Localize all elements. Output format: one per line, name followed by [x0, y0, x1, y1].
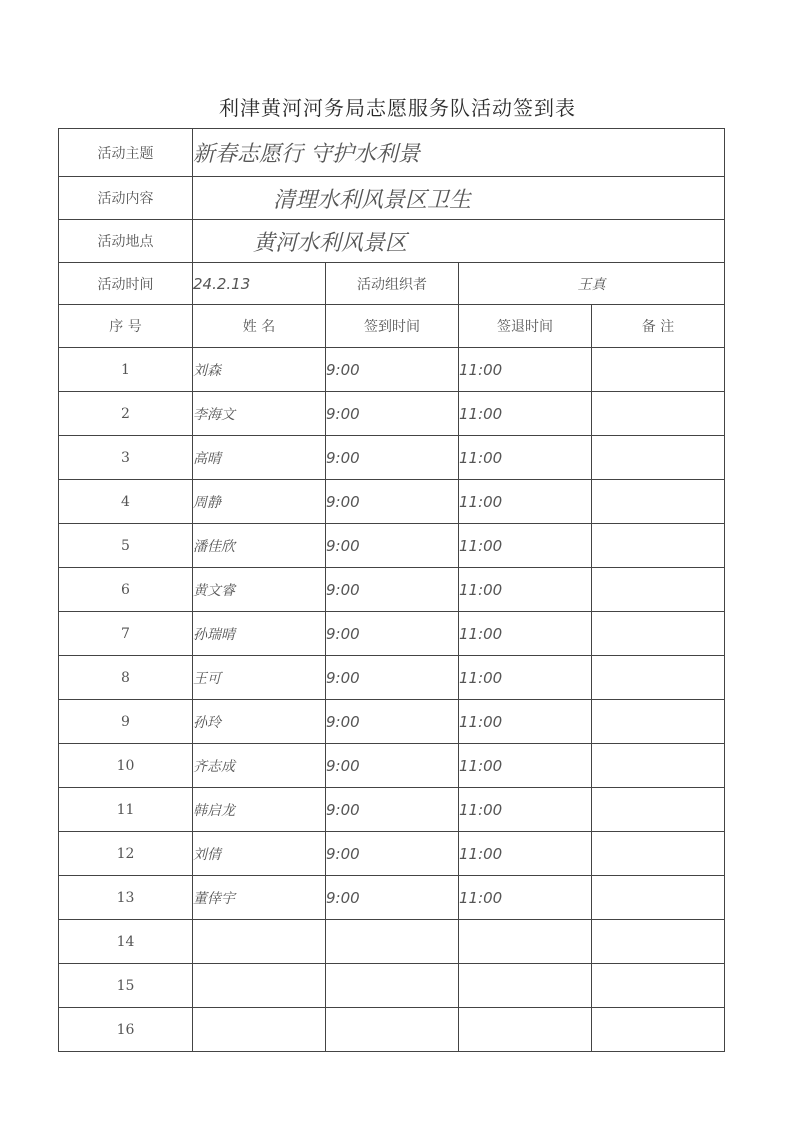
time-value: 24.2.13	[193, 263, 326, 305]
theme-value: 新春志愿行 守护水利景	[193, 129, 725, 177]
row-sign-in: 9:00	[326, 656, 459, 700]
row-sign-out: 11:00	[459, 568, 592, 612]
row-sign-out: 11:00	[459, 480, 592, 524]
content-row	[59, 177, 725, 220]
time-row	[59, 263, 725, 305]
row-number: 13	[59, 876, 193, 920]
column-header-name: 姓 名	[193, 305, 326, 348]
table-row	[59, 788, 725, 832]
row-sign-out: 11:00	[459, 392, 592, 436]
time-label: 活动时间	[59, 263, 193, 305]
row-sign-out: 11:00	[459, 656, 592, 700]
row-sign-out: 11:00	[459, 700, 592, 744]
row-number: 7	[59, 612, 193, 656]
table-row	[59, 568, 725, 612]
row-sign-in	[326, 964, 459, 1008]
row-number: 2	[59, 392, 193, 436]
row-name: 周静	[193, 480, 326, 524]
row-sign-in: 9:00	[326, 832, 459, 876]
row-note	[592, 612, 725, 656]
row-note	[592, 1008, 725, 1052]
table-row	[59, 612, 725, 656]
organizer-label: 活动组织者	[326, 263, 459, 305]
row-name: 王可	[193, 656, 326, 700]
table-row	[59, 656, 725, 700]
row-sign-in: 9:00	[326, 876, 459, 920]
row-name: 黄文睿	[193, 568, 326, 612]
location-value: 黄河水利风景区	[193, 220, 725, 263]
row-sign-out: 11:00	[459, 832, 592, 876]
row-name	[193, 920, 326, 964]
content-value: 清理水利风景区卫生	[193, 177, 725, 220]
row-note	[592, 788, 725, 832]
row-note	[592, 436, 725, 480]
row-number: 11	[59, 788, 193, 832]
row-note	[592, 480, 725, 524]
row-number: 5	[59, 524, 193, 568]
row-name: 孙玲	[193, 700, 326, 744]
row-note	[592, 832, 725, 876]
table-row	[59, 920, 725, 964]
sign-in-table	[58, 128, 725, 1052]
row-sign-in: 9:00	[326, 744, 459, 788]
row-sign-in	[326, 920, 459, 964]
row-name: 刘倩	[193, 832, 326, 876]
table-row	[59, 744, 725, 788]
row-number: 8	[59, 656, 193, 700]
row-name: 孙瑞晴	[193, 612, 326, 656]
page-title: 利津黄河河务局志愿服务队活动签到表	[219, 96, 576, 120]
row-name: 刘森	[193, 348, 326, 392]
row-note	[592, 568, 725, 612]
row-name: 潘佳欣	[193, 524, 326, 568]
row-note	[592, 744, 725, 788]
row-sign-in: 9:00	[326, 788, 459, 832]
row-sign-in: 9:00	[326, 612, 459, 656]
row-sign-in: 9:00	[326, 700, 459, 744]
row-sign-out: 11:00	[459, 744, 592, 788]
row-sign-out: 11:00	[459, 436, 592, 480]
row-sign-out	[459, 1008, 592, 1052]
row-sign-in	[326, 1008, 459, 1052]
row-sign-in: 9:00	[326, 480, 459, 524]
location-label: 活动地点	[59, 220, 193, 263]
table-row	[59, 1008, 725, 1052]
row-name: 高晴	[193, 436, 326, 480]
table-row	[59, 348, 725, 392]
column-header-sign-out: 签退时间	[459, 305, 592, 348]
row-sign-in: 9:00	[326, 568, 459, 612]
row-note	[592, 700, 725, 744]
row-sign-out: 11:00	[459, 348, 592, 392]
row-note	[592, 392, 725, 436]
row-note	[592, 348, 725, 392]
row-number: 6	[59, 568, 193, 612]
table-row	[59, 700, 725, 744]
column-header-row	[59, 305, 725, 348]
table-row	[59, 436, 725, 480]
row-number: 14	[59, 920, 193, 964]
row-sign-out	[459, 920, 592, 964]
column-header-note: 备 注	[592, 305, 725, 348]
row-number: 4	[59, 480, 193, 524]
row-number: 16	[59, 1008, 193, 1052]
table-row	[59, 876, 725, 920]
row-name	[193, 1008, 326, 1052]
row-number: 1	[59, 348, 193, 392]
row-number: 10	[59, 744, 193, 788]
row-note	[592, 876, 725, 920]
organizer-value: 王真	[459, 263, 725, 305]
table-row	[59, 964, 725, 1008]
row-sign-in: 9:00	[326, 436, 459, 480]
content-label: 活动内容	[59, 177, 193, 220]
row-name: 董倖宇	[193, 876, 326, 920]
table-row	[59, 392, 725, 436]
table-row	[59, 524, 725, 568]
table-row	[59, 832, 725, 876]
theme-row	[59, 129, 725, 177]
row-number: 12	[59, 832, 193, 876]
column-header-sign-in: 签到时间	[326, 305, 459, 348]
row-name: 齐志成	[193, 744, 326, 788]
row-name: 韩启龙	[193, 788, 326, 832]
row-sign-out: 11:00	[459, 612, 592, 656]
row-note	[592, 964, 725, 1008]
table-row	[59, 480, 725, 524]
row-sign-out	[459, 964, 592, 1008]
row-note	[592, 920, 725, 964]
row-sign-out: 11:00	[459, 524, 592, 568]
row-number: 3	[59, 436, 193, 480]
column-header-no: 序 号	[59, 305, 193, 348]
row-sign-out: 11:00	[459, 876, 592, 920]
row-sign-in: 9:00	[326, 348, 459, 392]
row-note	[592, 656, 725, 700]
row-sign-in: 9:00	[326, 392, 459, 436]
row-number: 9	[59, 700, 193, 744]
row-note	[592, 524, 725, 568]
row-name	[193, 964, 326, 1008]
location-row	[59, 220, 725, 263]
row-sign-in: 9:00	[326, 524, 459, 568]
theme-label: 活动主题	[59, 129, 193, 177]
row-number: 15	[59, 964, 193, 1008]
row-name: 李海文	[193, 392, 326, 436]
row-sign-out: 11:00	[459, 788, 592, 832]
